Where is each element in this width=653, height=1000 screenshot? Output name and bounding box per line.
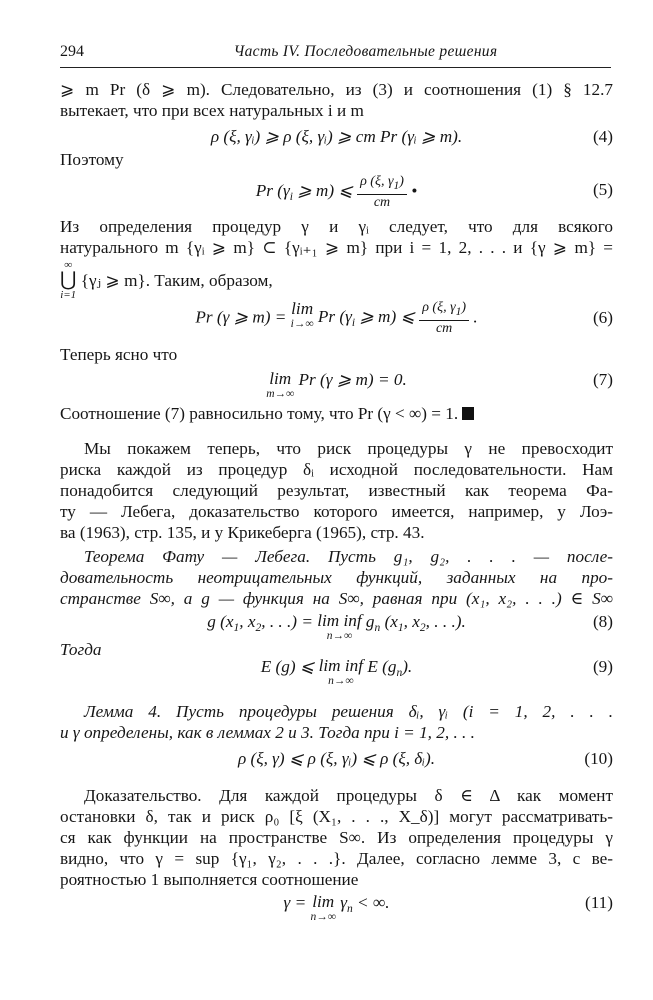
text-line: вытекает, что при всех натуральных i и m bbox=[60, 101, 364, 120]
limit: lim inf n→∞ bbox=[318, 656, 364, 687]
proof-line: роятностью 1 выполняется соотношение bbox=[60, 870, 359, 889]
theorem-line: странстве S∞, а g — функция на S∞, равная при (x₁, x₂, . . .) ∈ S∞ bbox=[60, 589, 613, 608]
equation-4-body: ρ (ξ, γᵢ) ⩾ ρ (ξ, γᵢ) ⩾ cm Pr (γᵢ ⩾ m). bbox=[210, 127, 463, 146]
page-number: 294 bbox=[60, 43, 84, 60]
text-line: риска каждой из процедур δᵢ исходной последовательности. Нам bbox=[60, 460, 613, 479]
equation-4 bbox=[60, 127, 613, 147]
equation-6: Pr (γ ⩾ m) = lim i→∞ Pr ($\gamma_i$ ⩾ m) ⩽ $\frac{\rho (\xi, \gamma_1)}{cm}$ . (6) bbox=[195, 299, 613, 336]
equation-11: γ = lim n→∞ $\gamma_n$ < ∞. (11) bbox=[283, 892, 613, 923]
equation-number: (9) bbox=[592, 657, 613, 676]
equation-8: g ($x_1$, $x_2$, . . .) = lim inf n→∞ $g_n$ ($x_1$, $x_2$, . . .). (8) bbox=[207, 611, 613, 642]
equation-number: (7) bbox=[592, 370, 613, 389]
equation-5: Pr ($\gamma_i$ ⩾ m) ⩽ $\frac{\rho (\xi, \gamma_1)}{cm}$ • (5) bbox=[255, 174, 613, 210]
union-operator: ∞ ⋃ i=1 bbox=[60, 259, 77, 301]
equation-number: (8) bbox=[592, 612, 613, 631]
equation-number: (5) bbox=[592, 180, 613, 199]
limit: lim m→∞ bbox=[266, 369, 295, 400]
text-line: Мы покажем теперь, что риск процедуры γ не превосходит bbox=[84, 439, 613, 458]
equation-number: (4) bbox=[592, 127, 613, 146]
equation-number: (6) bbox=[592, 308, 613, 327]
theorem-line: Тогда bbox=[60, 640, 102, 659]
theorem-line: довательность неотрицательных функций, заданных на про- bbox=[60, 568, 613, 587]
fraction: $\frac{\rho (\xi, \gamma_1)}{cm}$ bbox=[419, 300, 469, 337]
equation-10-body: ρ (ξ, γ) ⩽ ρ (ξ, γᵢ) ⩽ ρ (ξ, δᵢ). bbox=[237, 749, 436, 768]
text-line: Теперь ясно что bbox=[60, 345, 178, 364]
equation-10 bbox=[60, 749, 613, 769]
proof-line: ся как функции на пространстве S∞. Из определения процедуры γ bbox=[60, 828, 613, 847]
limit: lim i→∞ bbox=[290, 299, 314, 330]
text-line: ва (1963), стр. 135, и у Крикеберга (1965), стр. 43. bbox=[60, 523, 425, 542]
header-rule bbox=[60, 67, 611, 68]
text-line: понадобится следующий результат, известный как теорема Фа- bbox=[60, 481, 613, 500]
equation-number: (11) bbox=[585, 893, 613, 912]
proof-line: остановки δ, так и риск ρ₀ [ξ (X₁, . . ., X_δ)] могут рассматривать- bbox=[60, 807, 613, 826]
text-line: натурального m {γᵢ ⩾ m} ⊂ {γᵢ₊₁ ⩾ m} при i = 1, 2, . . . и {γ ⩾ m} = bbox=[60, 238, 613, 257]
theorem-line: Теорема Фату — Лебега. Пусть g₁, g₂, . . . — после- bbox=[84, 547, 613, 566]
fraction: $\frac{\rho (\xi, \gamma_1)}{cm}$ bbox=[357, 174, 407, 211]
text-line: Из определения процедур γ и γᵢ следует, что для всякого bbox=[60, 217, 613, 236]
text-line: ⩾ m Pr (δ ⩾ m). Следовательно, из (3) и соотношения (1) § 12.7 bbox=[60, 80, 613, 99]
qed-square-icon bbox=[462, 407, 474, 420]
text-line: ту — Лебега, доказательство которого имеется, например, у Лоэ- bbox=[60, 502, 613, 521]
text-line: Поэтому bbox=[60, 150, 124, 169]
running-title: Часть IV. Последовательные решения bbox=[233, 43, 498, 60]
running-header bbox=[60, 43, 611, 67]
equation-7: lim m→∞ Pr (γ ⩾ m) = 0. (7) bbox=[266, 369, 613, 400]
proof-line: видно, что γ = sup {γ₁, γ₂, . . .}. Далее, согласно лемме 3, с ве- bbox=[60, 849, 613, 868]
lemma-line: Лемма 4. Пусть процедуры решения δᵢ, γᵢ (i = 1, 2, . . . bbox=[84, 702, 613, 721]
union-line: ∞ ⋃ i=1 {γⱼ ⩾ m}. Таким, образом, bbox=[60, 259, 273, 301]
proof-line: Доказательство. Для каждой процедуры δ ∈ Δ как момент bbox=[84, 786, 613, 805]
lemma-line: и γ определены, как в леммах 2 и 3. Тогда при i = 1, 2, . . . bbox=[60, 723, 475, 742]
limit: lim inf n→∞ bbox=[317, 611, 362, 642]
text-line: Соотношение (7) равносильно тому, что Pr (γ < ∞) = 1. bbox=[60, 404, 613, 424]
equation-9: E (g) ⩽ lim inf n→∞ E $(g_n)$. (9) bbox=[260, 656, 613, 687]
limit: lim n→∞ bbox=[310, 892, 336, 923]
equation-number: (10) bbox=[584, 749, 613, 768]
